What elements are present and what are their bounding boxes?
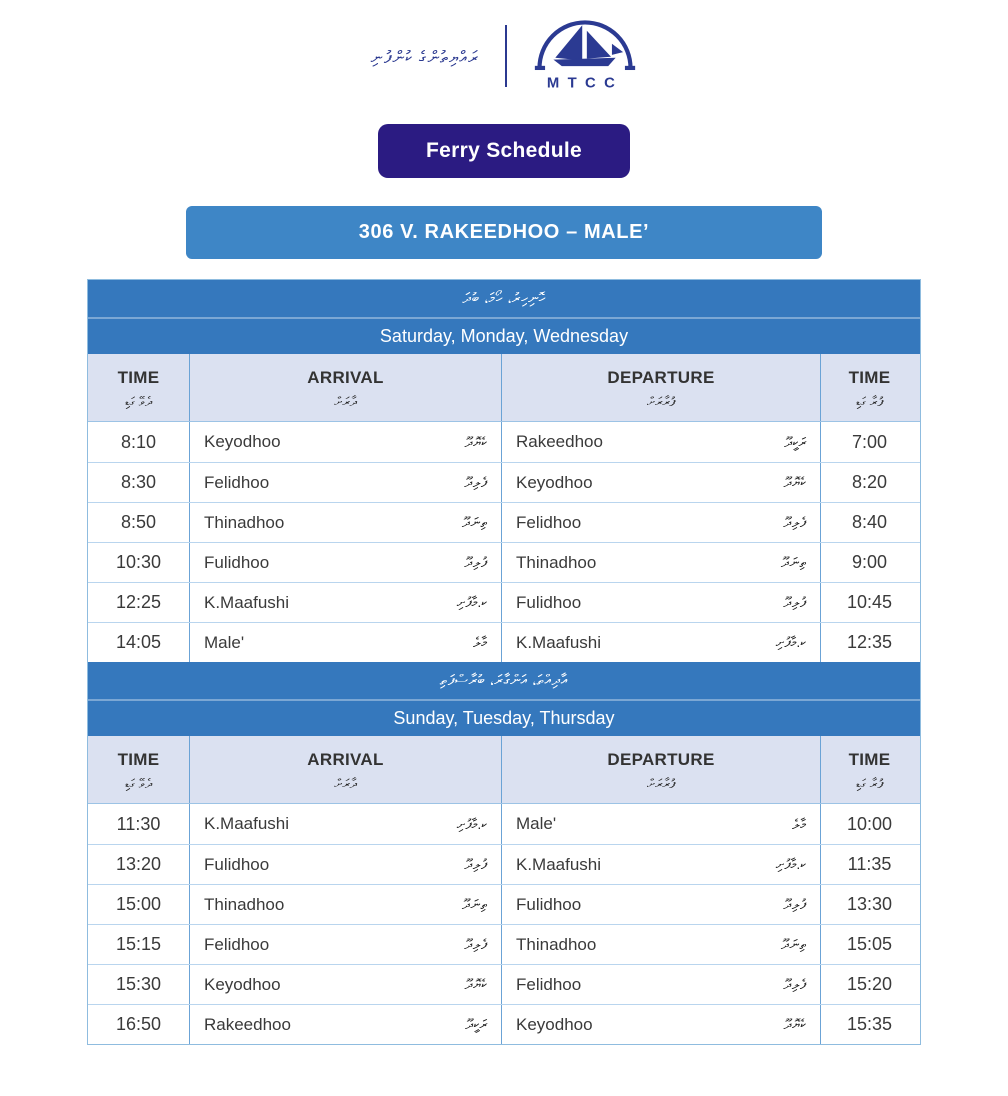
column-label-en: DEPARTURE: [607, 749, 715, 769]
column-arrival: [189, 736, 501, 803]
schedule-row: [88, 884, 920, 924]
brand-header: [0, 0, 1008, 96]
column-label-dv: ދެވޭ ގަޑި: [124, 393, 153, 409]
arrival-place-cell: [189, 965, 501, 1004]
mtcc-tagline-thaana: ރައްޔިތުންގެ ކުންފުނި: [370, 48, 480, 67]
departure-place-en: Keyodhoo: [516, 472, 593, 492]
departure-place-cell: [501, 543, 820, 582]
arrival-time-cell: 8:30: [120, 472, 157, 492]
arrival-place-dv: ފުލިދޫ: [464, 554, 487, 570]
arrival-place-dv: ކ.މާފުށި: [456, 815, 487, 832]
arrival-place-dv: ފެލިދޫ: [464, 474, 487, 490]
column-label-en: TIME: [848, 749, 891, 769]
departure-time-cell: 10:00: [820, 804, 918, 844]
departure-place-cell: [501, 885, 820, 924]
arrival-place-dv: ކެޔޮދޫ: [464, 433, 487, 450]
departure-place-dv: ފުލިދޫ: [783, 896, 806, 912]
arrival-place-en: Felidhoo: [204, 472, 270, 492]
day-header-bar: [88, 662, 920, 736]
departure-place-cell: [501, 965, 820, 1004]
column-departure: [501, 736, 820, 803]
arrival-place-en: K.Maafushi: [204, 592, 290, 612]
brand-divider: [505, 25, 507, 87]
departure-place-cell: [501, 623, 820, 662]
departure-place-en: Felidhoo: [516, 974, 582, 994]
arrival-place-en: Male': [204, 632, 245, 652]
arrival-place-en: Rakeedhoo: [204, 1014, 291, 1034]
schedule-row: [88, 542, 920, 582]
departure-time-cell: 7:00: [820, 422, 918, 462]
days-thaana: އާދިއްތަ، އަންގާރަ، ބުރާސްފަތި: [439, 672, 569, 689]
departure-place-cell: [501, 925, 820, 964]
departure-place-dv: ރަކީދޫ: [784, 433, 806, 450]
departure-place-dv: ކެޔޮދޫ: [783, 474, 806, 490]
departure-time-cell: 8:40: [820, 503, 918, 542]
mtcc-logo-letters: MTCC: [547, 74, 624, 91]
departure-place-dv: ފެލިދޫ: [783, 514, 806, 530]
departure-place-en: Thinadhoo: [516, 552, 597, 572]
arrival-time-cell: 12:25: [115, 592, 162, 612]
departure-place-dv: ކެޔޮދޫ: [783, 1016, 806, 1032]
column-label-en: TIME: [117, 367, 160, 387]
departure-place-en: Felidhoo: [516, 512, 582, 532]
column-label-dv: ދާރަށް: [334, 775, 357, 791]
departure-place-en: Keyodhoo: [516, 1014, 593, 1034]
arrival-time-cell: 13:20: [115, 854, 162, 874]
schedule-row: [88, 582, 920, 622]
column-label-en: DEPARTURE: [607, 367, 715, 387]
schedule-rows: [88, 422, 920, 662]
arrival-time-cell: 11:30: [116, 813, 161, 834]
departure-place-en: Fulidhoo: [516, 894, 582, 914]
days-english: Saturday, Monday, Wednesday: [88, 317, 920, 354]
schedule-section-sun-tue-thu: [88, 662, 920, 1044]
arrival-place-cell: [189, 583, 501, 622]
day-header-bar: [88, 280, 920, 354]
arrival-time-cell: 16:50: [115, 1014, 162, 1034]
column-label-en: ARRIVAL: [307, 367, 384, 387]
arrival-time-cell: 15:00: [115, 894, 162, 914]
column-header-row: [88, 354, 920, 422]
departure-time-cell: 15:05: [820, 925, 918, 964]
schedule-row: [88, 462, 920, 502]
arrival-place-en: K.Maafushi: [204, 814, 290, 833]
column-label-en: TIME: [848, 367, 891, 387]
arrival-time-cell: 14:05: [115, 632, 162, 652]
column-header-row: [88, 736, 920, 804]
arrival-place-cell: [189, 1005, 501, 1044]
departure-time-cell: 12:35: [820, 623, 918, 662]
departure-time-cell: 13:30: [820, 885, 918, 924]
arrival-place-cell: [189, 543, 501, 582]
departure-place-dv: ކ.މާފުށި: [775, 856, 806, 872]
arrival-place-dv: މާލެ: [473, 634, 487, 650]
column-arrival: [189, 354, 501, 421]
departure-place-en: K.Maafushi: [516, 854, 602, 874]
departure-place-cell: [501, 583, 820, 622]
column-label-dv: ފުރާރަށް: [647, 393, 675, 409]
mtcc-logo: [533, 16, 637, 97]
arrival-place-dv: ރަކީދޫ: [465, 1016, 487, 1032]
arrival-place-en: Felidhoo: [204, 934, 270, 954]
route-banner: 306 V. RAKEEDHOO – MALE’: [186, 206, 822, 259]
departure-place-cell: [501, 1005, 820, 1044]
schedule-row: [88, 622, 920, 662]
departure-place-dv: މާލެ: [792, 815, 806, 832]
schedule-row: [88, 844, 920, 884]
departure-place-dv: ތިނަދޫ: [780, 554, 806, 570]
departure-place-en: Male': [516, 814, 557, 833]
column-departure-time: [820, 354, 918, 421]
arrival-time-cell: 15:30: [115, 974, 162, 994]
departure-time-cell: 9:00: [820, 543, 918, 582]
departure-time-cell: 11:35: [820, 845, 918, 884]
column-departure-time: [820, 736, 918, 803]
departure-time-cell: 15:35: [820, 1005, 918, 1044]
column-label-en: ARRIVAL: [307, 749, 384, 769]
departure-place-cell: [501, 422, 820, 462]
departure-place-en: Thinadhoo: [516, 934, 597, 954]
column-label-dv: ދާރަށް: [334, 393, 357, 409]
days-english: Sunday, Tuesday, Thursday: [88, 699, 920, 736]
departure-place-dv: ފެލިދޫ: [783, 976, 806, 992]
arrival-place-cell: [189, 845, 501, 884]
schedule-row: [88, 422, 920, 462]
arrival-place-cell: [189, 885, 501, 924]
ferry-schedule-title: Ferry Schedule: [378, 124, 630, 178]
arrival-place-cell: [189, 925, 501, 964]
column-label-dv: ފުރާރަށް: [647, 775, 675, 791]
arrival-place-dv: ކެޔޮދޫ: [464, 976, 487, 992]
departure-place-cell: [501, 804, 820, 844]
ferry-schedule-table: [87, 279, 921, 1045]
arrival-place-dv: ތިނަދޫ: [461, 514, 487, 530]
arrival-place-en: Thinadhoo: [204, 512, 285, 532]
arrival-place-dv: ފުލިދޫ: [464, 856, 487, 872]
departure-place-dv: ފުލިދޫ: [783, 594, 806, 610]
column-label-dv: ފުރާ ގަޑި: [855, 393, 884, 409]
departure-place-cell: [501, 463, 820, 502]
departure-time-cell: 8:20: [820, 463, 918, 502]
column-arrival-time: [88, 736, 189, 803]
column-departure: [501, 354, 820, 421]
arrival-place-cell: [189, 623, 501, 662]
departure-time-cell: 15:20: [820, 965, 918, 1004]
departure-place-en: Rakeedhoo: [516, 432, 603, 451]
departure-place-cell: [501, 845, 820, 884]
departure-place-cell: [501, 503, 820, 542]
departure-place-en: Fulidhoo: [516, 592, 582, 612]
arrival-place-cell: [189, 422, 501, 462]
arrival-place-cell: [189, 463, 501, 502]
arrival-time-cell: 8:10: [120, 431, 157, 452]
schedule-row: [88, 1004, 920, 1044]
days-thaana: ހޮނިހިރު، ހޯމަ، ބުދަ: [462, 290, 546, 307]
column-label-en: TIME: [117, 749, 160, 769]
arrival-place-en: Keyodhoo: [204, 974, 281, 994]
schedule-section-sat-mon-wed: [88, 280, 920, 662]
arrival-place-cell: [189, 804, 501, 844]
departure-place-en: K.Maafushi: [516, 632, 602, 652]
schedule-row: [88, 964, 920, 1004]
arrival-place-en: Thinadhoo: [204, 894, 285, 914]
arrival-place-en: Fulidhoo: [204, 854, 270, 874]
schedule-row: [88, 804, 920, 844]
schedule-row: [88, 924, 920, 964]
arrival-place-dv: ފެލިދޫ: [464, 936, 487, 952]
arrival-place-en: Keyodhoo: [204, 432, 281, 451]
column-label-dv: ދެވޭ ގަޑި: [124, 775, 153, 791]
schedule-row: [88, 502, 920, 542]
arrival-time-cell: 10:30: [115, 552, 162, 572]
arrival-place-en: Fulidhoo: [204, 552, 270, 572]
schedule-rows: [88, 804, 920, 1044]
mtcc-sailboat-icon: [533, 16, 637, 92]
column-arrival-time: [88, 354, 189, 421]
arrival-place-cell: [189, 503, 501, 542]
arrival-place-dv: ތިނަދޫ: [461, 896, 487, 912]
arrival-time-cell: 15:15: [115, 934, 162, 954]
departure-time-cell: 10:45: [820, 583, 918, 622]
departure-place-dv: ކ.މާފުށި: [775, 634, 806, 650]
arrival-place-dv: ކ.މާފުށި: [456, 594, 487, 610]
arrival-time-cell: 8:50: [120, 512, 157, 532]
column-label-dv: ފުރާ ގަޑި: [855, 775, 884, 791]
departure-place-dv: ތިނަދޫ: [780, 936, 806, 952]
